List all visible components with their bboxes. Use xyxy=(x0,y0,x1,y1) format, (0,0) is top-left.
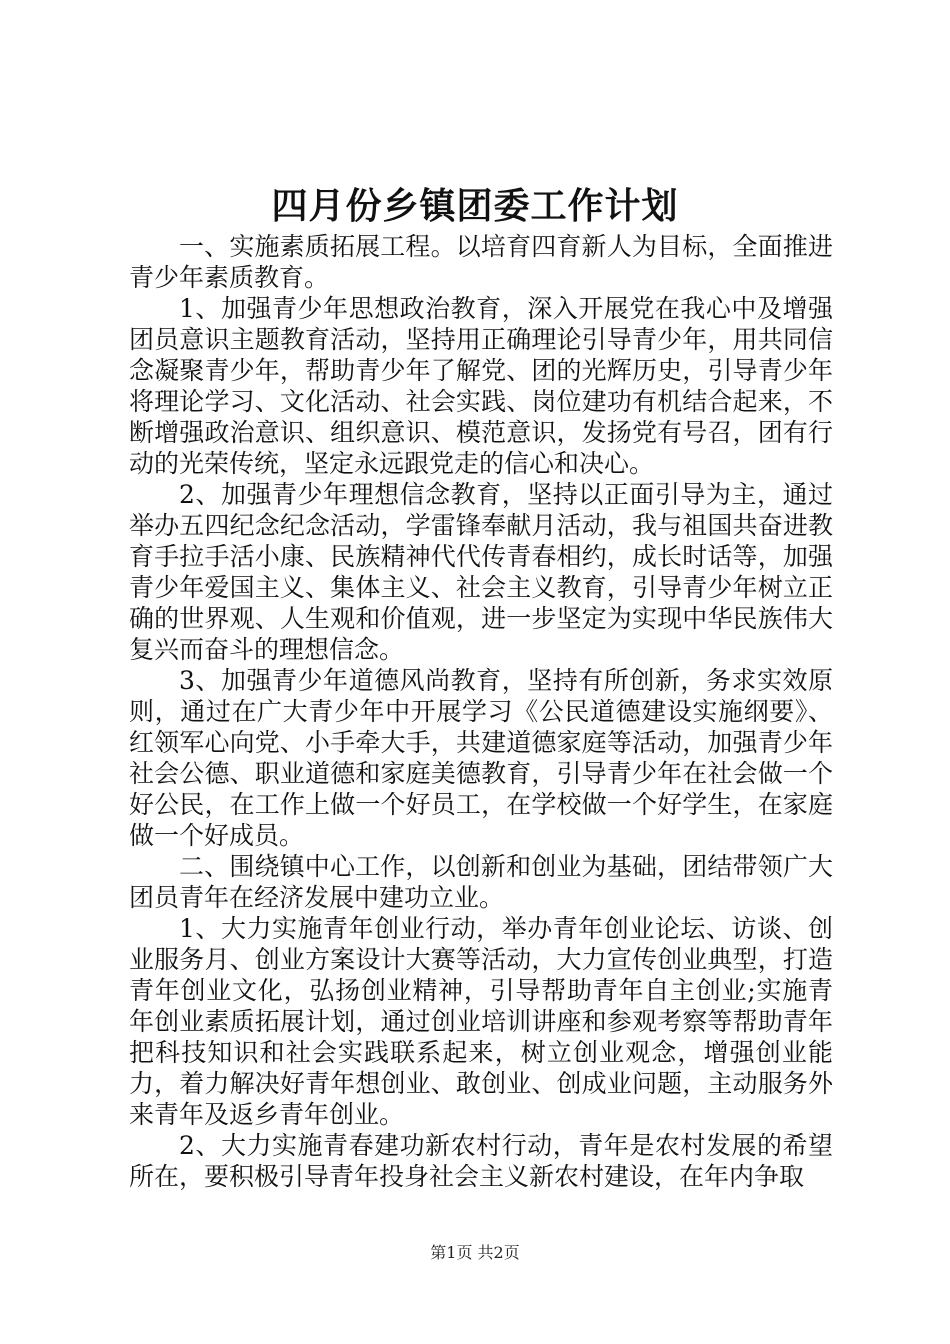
paragraph-section-1-item-1: 1、加强青少年思想政治教育，深入开展党在我心中及增强团员意识主题教育活动，坚持用正确理论引导青少年，用共同信念凝聚青少年，帮助青少年了解党、团的光辉历史，引导青少年将理论学习、文化活动、社会实践、岗位建功有机结合起来，不断增强政治意识、组织意识、模范意识，发扬党有号召，团有行动的光荣传统，坚定永远跟党走的信心和决心。 xyxy=(129,294,833,478)
paragraph-section-2-item-1: 1、大力实施青年创业行动，举办青年创业论坛、访谈、创业服务月、创业方案设计大赛等活动，大力宣传创业典型，打造青年创业文化，弘扬创业精神，引导帮助青年自主创业;实施青年创业素质拓展计划，通过创业培训讲座和参观考察等帮助青年把科技知识和社会实践联系起来，树立创业观念，增强创业能力，着力解决好青年想创业、敢创业、创成业问题，主动服务外来青年及返乡青年创业。 xyxy=(129,914,833,1129)
paragraph-section-2-heading: 二、围绕镇中心工作，以创新和创业为基础，团结带领广大团员青年在经济发展中建功立业。 xyxy=(129,852,833,912)
page-number-footer: 第1页 共2页 xyxy=(430,1243,520,1262)
paragraph-section-1-item-2: 2、加强青少年理想信念教育，坚持以正面引导为主，通过举办五四纪念纪念活动，学雷锋奉献月活动，我与祖国共奋进教育手拉手活小康、民族精神代代传青春相约，成长时话等，加强青少年爱国主义、集体主义、社会主义教育，引导青少年树立正确的世界观、人生观和价值观，进一步坚定为实现中华民族伟大复兴而奋斗的理想信念。 xyxy=(129,480,833,664)
paragraph-section-1-item-3: 3、加强青少年道德风尚教育，坚持有所创新，务求实效原则，通过在广大青少年中开展学习《公民道德建设实施纲要》、红领军心向党、小手牵大手，共建道德家庭等活动，加强青少年社会公德、职业道德和家庭美德教育，引导青少年在社会做一个好公民，在工作上做一个好员工，在学校做一个好学生，在家庭做一个好成员。 xyxy=(129,666,833,850)
paragraph-section-1-heading: 一、实施素质拓展工程。以培育四育新人为目标，全面推进青少年素质教育。 xyxy=(129,232,833,292)
document-body xyxy=(129,231,833,1192)
document-title: 四月份乡镇团委工作计划 xyxy=(271,185,679,227)
paragraph-section-2-item-2: 2、大力实施青春建功新农村行动，青年是农村发展的希望所在，要积极引导青年投身社会主义新农村建设，在年内争取 xyxy=(129,1131,833,1191)
